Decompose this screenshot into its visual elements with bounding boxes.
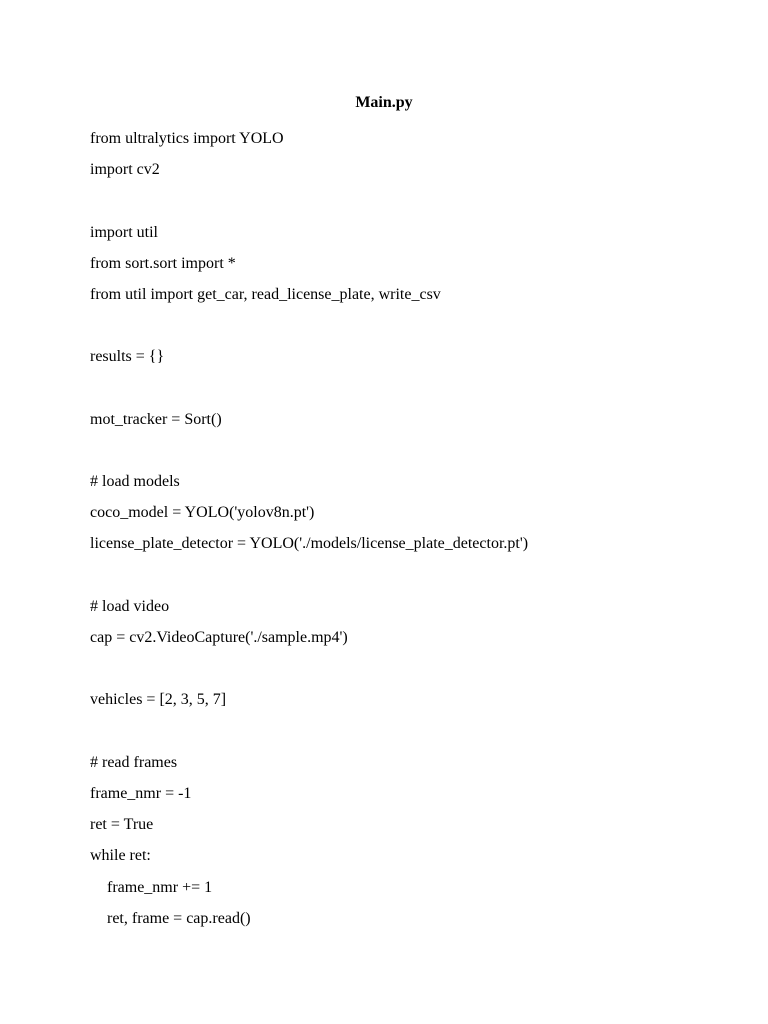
code-line-license-plate-detector: license_plate_detector = YOLO('./models/license_plate_detector.pt') bbox=[90, 535, 529, 553]
code-line-mot-tracker: mot_tracker = Sort() bbox=[90, 410, 222, 428]
code-line-import-yolo: from ultralytics import YOLO bbox=[90, 130, 284, 147]
code-line-blank bbox=[90, 310, 730, 341]
code-line-results: results = {} bbox=[90, 348, 165, 366]
code-line-frame-nmr-init: frame_nmr = -1 bbox=[90, 784, 192, 802]
code-line-while-ret: while ret: bbox=[90, 847, 151, 865]
code-block bbox=[90, 123, 730, 934]
code-line-vehicles: vehicles = [2, 3, 5, 7] bbox=[90, 691, 227, 709]
code-line-comment-read-frames: # read frames bbox=[90, 753, 178, 771]
code-line-blank bbox=[90, 653, 730, 684]
code-line-blank bbox=[90, 560, 730, 591]
code-line-import-util: import util bbox=[90, 223, 158, 241]
code-line-import-sort: from sort.sort import * bbox=[90, 254, 236, 272]
code-line-ret-true: ret = True bbox=[90, 816, 154, 834]
code-line-blank bbox=[90, 716, 730, 747]
code-line-coco-model: coco_model = YOLO('yolov8n.pt') bbox=[90, 504, 315, 522]
code-line-comment-load-video: # load video bbox=[90, 597, 170, 615]
code-line-blank bbox=[90, 435, 730, 466]
code-line-cap-read: ret, frame = cap.read() bbox=[107, 909, 251, 927]
code-line-blank bbox=[90, 373, 730, 404]
code-line-import-cv2: import cv2 bbox=[90, 161, 160, 179]
code-line-import-util-functions: from util import get_car, read_license_plate, write_csv bbox=[90, 285, 441, 303]
code-line-video-capture: cap = cv2.VideoCapture('./sample.mp4') bbox=[90, 629, 348, 646]
code-line-comment-load-models: # load models bbox=[90, 473, 180, 491]
code-line-frame-nmr-increment: frame_nmr += 1 bbox=[107, 878, 213, 896]
document-title: Main.py bbox=[355, 94, 413, 111]
code-line-blank bbox=[90, 185, 730, 216]
